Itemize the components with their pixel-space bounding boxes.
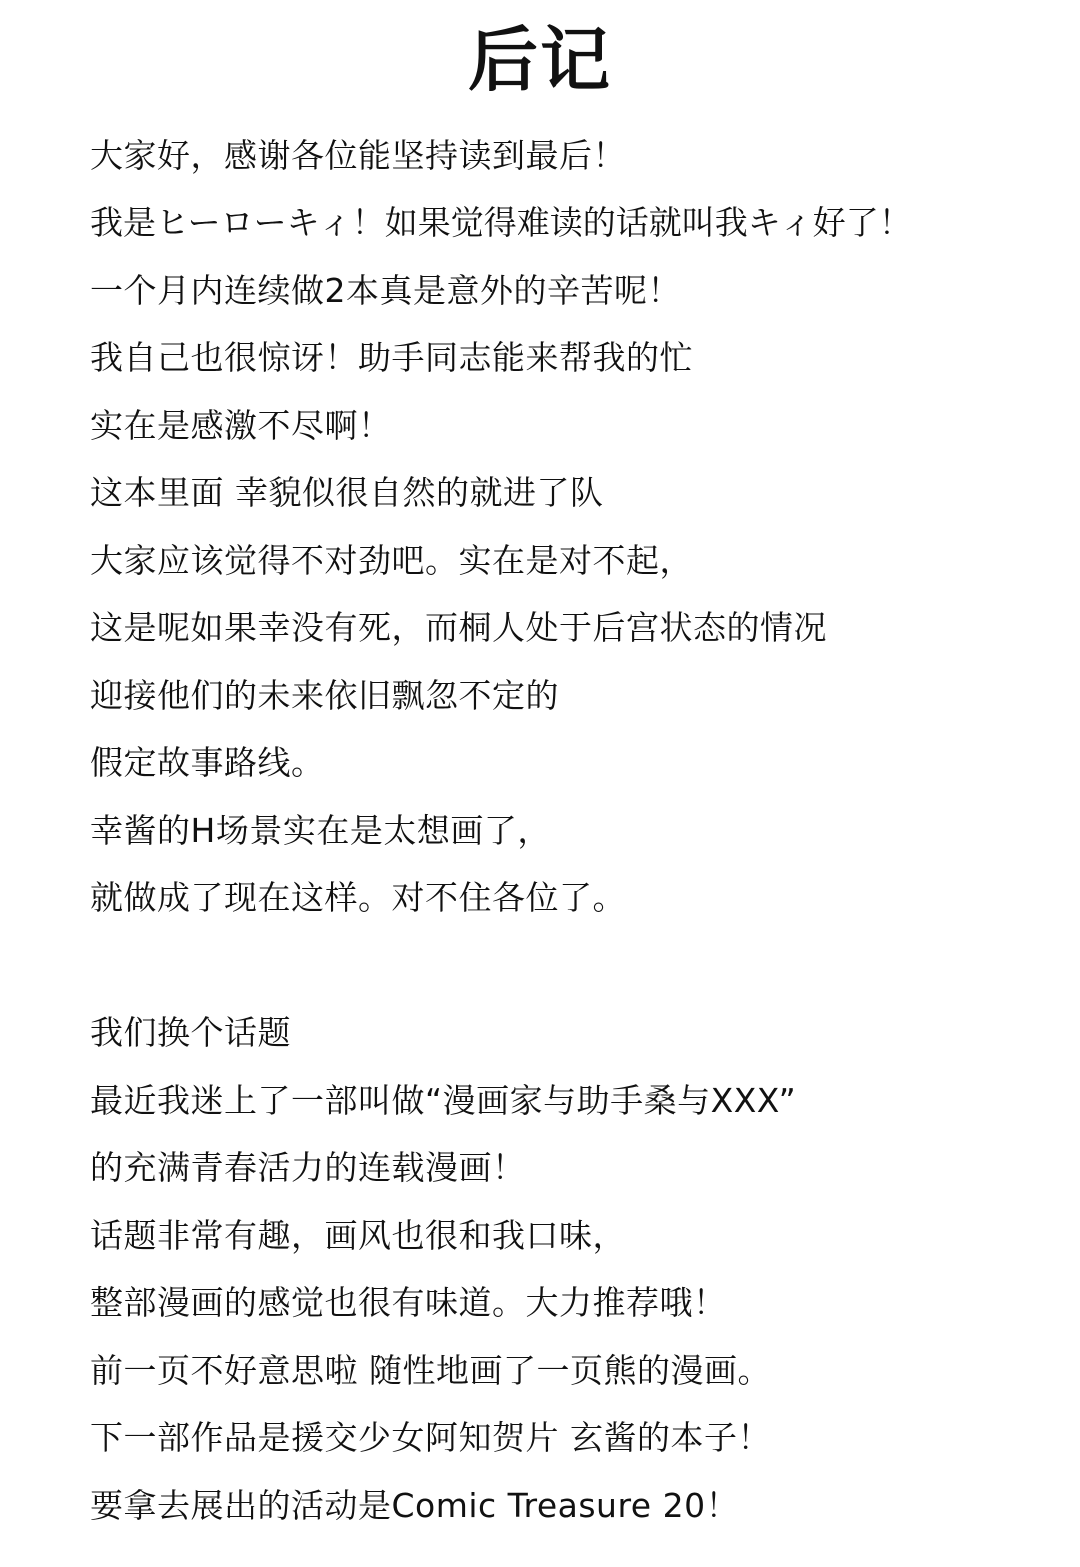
text-line: 下一部作品是援交少女阿知贺片 玄酱的本子！ [90,1418,771,1457]
text-line: 迎接他们的未来依旧飘忽不定的 [90,676,559,715]
text-line: 要拿去展出的活动是Comic Treasure 20！ [90,1486,740,1525]
text-line: 的充满青春活力的连载漫画！ [90,1148,526,1187]
text-line: 前一页不好意思啦 随性地画了一页熊的漫画。 [90,1351,771,1390]
text-line: 这是呢如果幸没有死，而桐人处于后宫状态的情况 [90,608,827,647]
text-line: 一个月内连续做2本真是意外的辛苦呢！ [90,271,681,310]
text-line: 我是ヒーローキィ！如果觉得难读的话就叫我キィ好了！ [90,203,912,242]
text-line: 这本里面 幸貌似很自然的就进了队 [90,473,604,512]
text-line: 我们换个话题 [90,1013,291,1052]
text-line: 大家应该觉得不对劲吧。实在是对不起， [90,541,693,580]
text-line: 就做成了现在这样。对不住各位了。 [90,878,626,917]
text-line: 我自己也很惊讶！助手同志能来帮我的忙 [90,338,693,377]
page-title: 后记 [468,19,612,101]
text-line: 话题非常有趣，画风也很和我口味， [90,1216,626,1255]
text-line: 最近我迷上了一部叫做“漫画家与助手桑与XXX” [90,1081,797,1120]
text-line: 实在是感激不尽啊！ [90,406,392,445]
text-line: 整部漫画的感觉也很有味道。大力推荐哦！ [90,1283,727,1322]
text-line: 幸酱的H场景实在是太想画了， [90,811,551,850]
text-line: 大家好，感谢各位能坚持读到最后！ [90,136,626,175]
text-line: 假定故事路线。 [90,743,325,782]
